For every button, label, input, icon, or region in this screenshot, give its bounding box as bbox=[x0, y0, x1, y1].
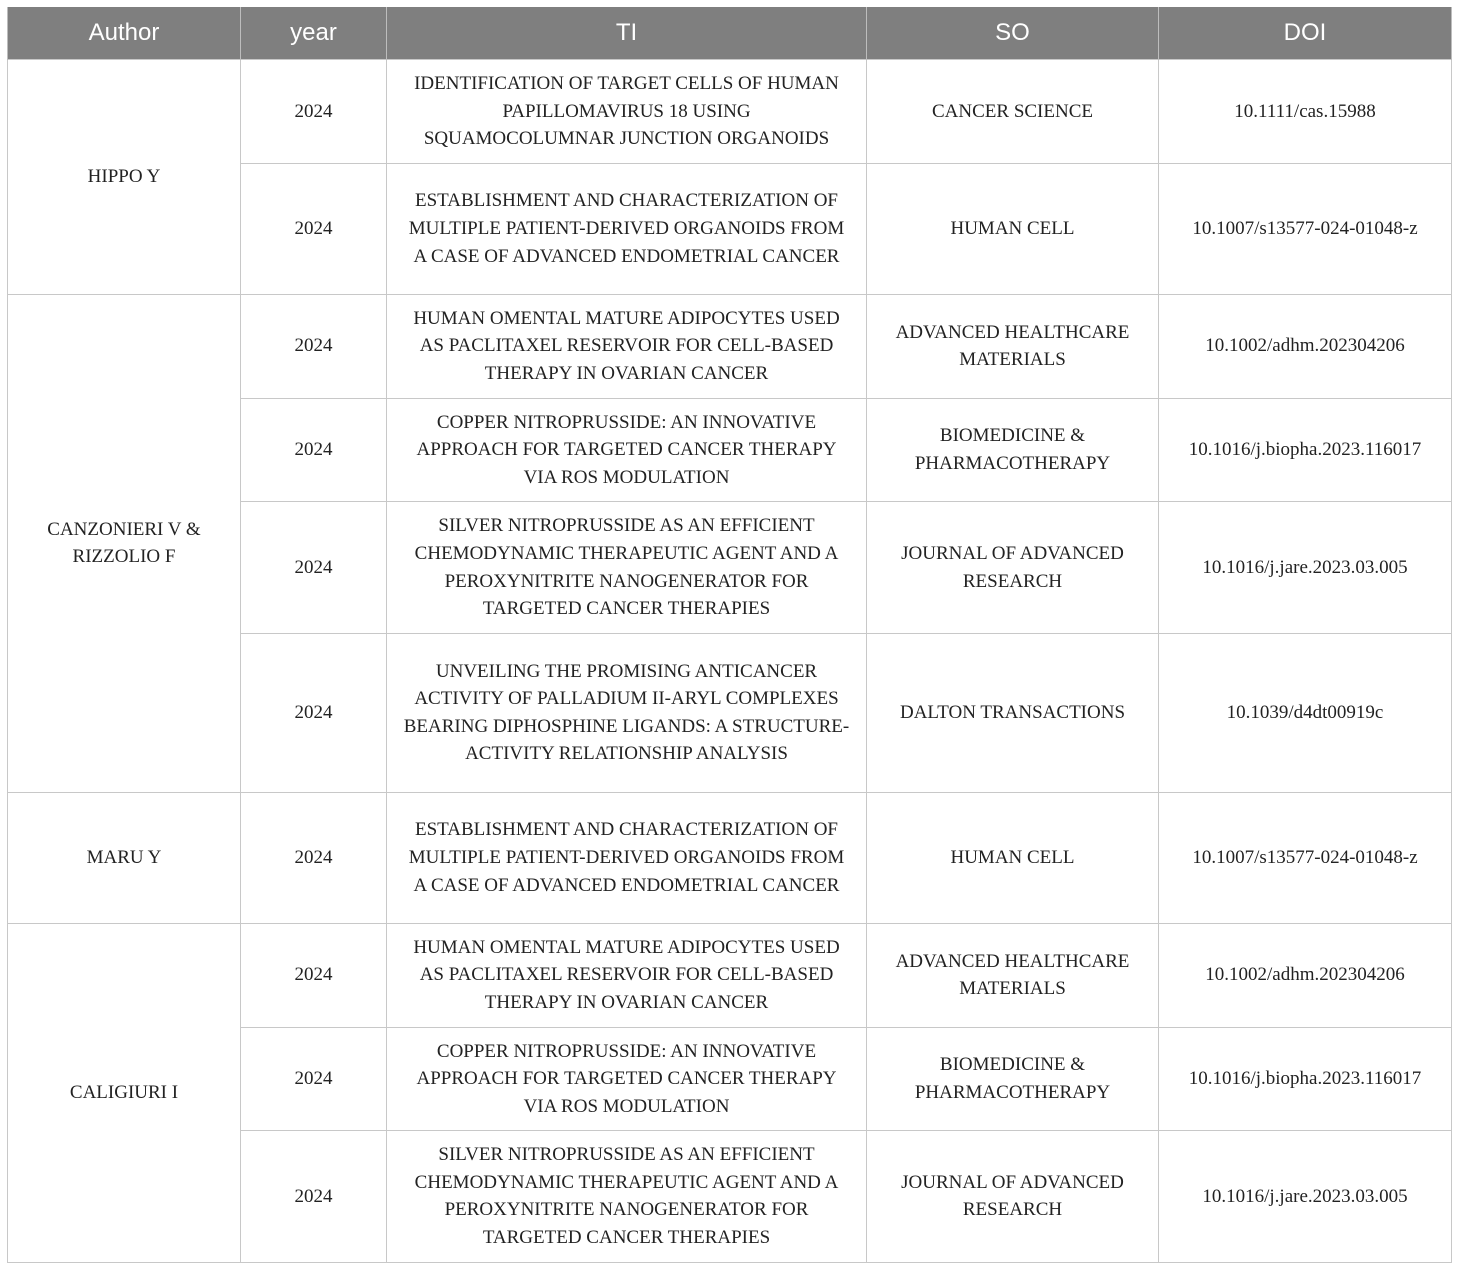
title-text: UNVEILING THE PROMISING ANTICANCER ACTIVITY OF PALLADIUM II-ARYL COMPLEXES BEARING DIPHOSPHINE LIGANDS: A STRUCTURE-ACTIVITY RELATIONSHIP ANALYSIS bbox=[403, 660, 850, 765]
header-author: Author bbox=[8, 7, 241, 60]
doi-cell: 10.1016/j.biopha.2023.116017 bbox=[1159, 398, 1452, 502]
author-cell: HIPPO Y bbox=[8, 60, 241, 295]
table-row bbox=[8, 792, 1452, 923]
title-cell bbox=[387, 923, 867, 1027]
year-cell: 2024 bbox=[241, 923, 387, 1027]
title-cell bbox=[387, 1131, 867, 1262]
doi-cell: 10.1002/adhm.202304206 bbox=[1159, 923, 1452, 1027]
title-text: IDENTIFICATION OF TARGET CELLS OF HUMAN PAPILLOMAVIRUS 18 USING SQUAMOCOLUMNAR JUNCTION ORGANOIDS bbox=[414, 73, 839, 150]
source-text: JOURNAL OF ADVANCED RESEARCH bbox=[901, 1171, 1124, 1221]
title-cell bbox=[387, 792, 867, 923]
source-cell: CANCER SCIENCE bbox=[867, 60, 1159, 164]
header-so: SO bbox=[867, 7, 1159, 60]
source-cell bbox=[867, 1027, 1159, 1131]
year-cell: 2024 bbox=[241, 792, 387, 923]
doi-cell: 10.1016/j.jare.2023.03.005 bbox=[1159, 1131, 1452, 1262]
source-cell: DALTON TRANSACTIONS bbox=[867, 633, 1159, 792]
doi-cell: 10.1007/s13577-024-01048-z bbox=[1159, 792, 1452, 923]
title-text: COPPER NITROPRUSSIDE: AN INNOVATIVE APPROACH FOR TARGETED CANCER THERAPY VIA ROS MODULATION bbox=[416, 1040, 837, 1117]
title-text: COPPER NITROPRUSSIDE: AN INNOVATIVE APPROACH FOR TARGETED CANCER THERAPY VIA ROS MODULATION bbox=[416, 411, 837, 488]
source-text: JOURNAL OF ADVANCED RESEARCH bbox=[901, 542, 1124, 592]
table-body bbox=[8, 60, 1452, 1263]
source-text: BIOMEDICINE & PHARMACOTHERAPY bbox=[914, 425, 1111, 474]
doi-cell: 10.1016/j.biopha.2023.116017 bbox=[1159, 1027, 1452, 1131]
title-cell bbox=[387, 398, 867, 502]
source-text: ADVANCED HEALTHCARE MATERIALS bbox=[895, 321, 1130, 371]
header-ti: TI bbox=[387, 7, 867, 60]
publications-table bbox=[7, 7, 1452, 1263]
title-cell bbox=[387, 294, 867, 398]
doi-cell: 10.1016/j.jare.2023.03.005 bbox=[1159, 502, 1452, 633]
doi-cell: 10.1039/d4dt00919c bbox=[1159, 633, 1452, 792]
doi-cell: 10.1111/cas.15988 bbox=[1159, 60, 1452, 164]
title-cell bbox=[387, 1027, 867, 1131]
year-cell: 2024 bbox=[241, 1027, 387, 1131]
source-cell bbox=[867, 398, 1159, 502]
title-cell bbox=[387, 502, 867, 633]
source-text: BIOMEDICINE & PHARMACOTHERAPY bbox=[914, 1054, 1111, 1103]
header-doi: DOI bbox=[1159, 7, 1452, 60]
title-text: ESTABLISHMENT AND CHARACTERIZATION OF MULTIPLE PATIENT-DERIVED ORGANOIDS FROM A CASE OF ADVANCED ENDOMETRIAL CANCER bbox=[408, 190, 845, 267]
author-text: CANZONIERI V & RIZZOLIO F bbox=[47, 518, 201, 568]
year-cell: 2024 bbox=[241, 60, 387, 164]
source-cell bbox=[867, 923, 1159, 1027]
title-text: HUMAN OMENTAL MATURE ADIPOCYTES USED AS PACLITAXEL RESERVOIR FOR CELL-BASED THERAPY IN OVARIAN CANCER bbox=[413, 936, 840, 1013]
source-cell bbox=[867, 1131, 1159, 1262]
year-cell: 2024 bbox=[241, 502, 387, 633]
author-cell: MARU Y bbox=[8, 792, 241, 923]
year-cell: 2024 bbox=[241, 163, 387, 294]
header-row bbox=[8, 7, 1452, 60]
source-cell: HUMAN CELL bbox=[867, 792, 1159, 923]
title-text: SILVER NITROPRUSSIDE AS AN EFFICIENT CHEMODYNAMIC THERAPEUTIC AGENT AND A PEROXYNITRITE NANOGENERATOR FOR TARGETED CANCER THERAPIES bbox=[414, 515, 839, 620]
header-year: year bbox=[241, 7, 387, 60]
year-cell: 2024 bbox=[241, 398, 387, 502]
table-row bbox=[8, 294, 1452, 398]
doi-cell: 10.1002/adhm.202304206 bbox=[1159, 294, 1452, 398]
title-text: HUMAN OMENTAL MATURE ADIPOCYTES USED AS PACLITAXEL RESERVOIR FOR CELL-BASED THERAPY IN OVARIAN CANCER bbox=[413, 307, 840, 384]
table-container bbox=[7, 7, 1451, 1263]
author-cell: CALIGIURI I bbox=[8, 923, 241, 1262]
title-text: SILVER NITROPRUSSIDE AS AN EFFICIENT CHEMODYNAMIC THERAPEUTIC AGENT AND A PEROXYNITRITE NANOGENERATOR FOR TARGETED CANCER THERAPIES bbox=[414, 1144, 839, 1249]
title-cell bbox=[387, 633, 867, 792]
title-cell bbox=[387, 163, 867, 294]
year-cell: 2024 bbox=[241, 633, 387, 792]
year-cell: 2024 bbox=[241, 1131, 387, 1262]
source-cell bbox=[867, 502, 1159, 633]
author-cell bbox=[8, 294, 241, 792]
source-text: ADVANCED HEALTHCARE MATERIALS bbox=[895, 950, 1130, 1000]
table-row bbox=[8, 923, 1452, 1027]
title-cell bbox=[387, 60, 867, 164]
doi-cell: 10.1007/s13577-024-01048-z bbox=[1159, 163, 1452, 294]
source-cell: HUMAN CELL bbox=[867, 163, 1159, 294]
table-header bbox=[8, 7, 1452, 60]
table-row bbox=[8, 60, 1452, 164]
source-cell bbox=[867, 294, 1159, 398]
title-text: ESTABLISHMENT AND CHARACTERIZATION OF MULTIPLE PATIENT-DERIVED ORGANOIDS FROM A CASE OF ADVANCED ENDOMETRIAL CANCER bbox=[408, 819, 845, 896]
year-cell: 2024 bbox=[241, 294, 387, 398]
